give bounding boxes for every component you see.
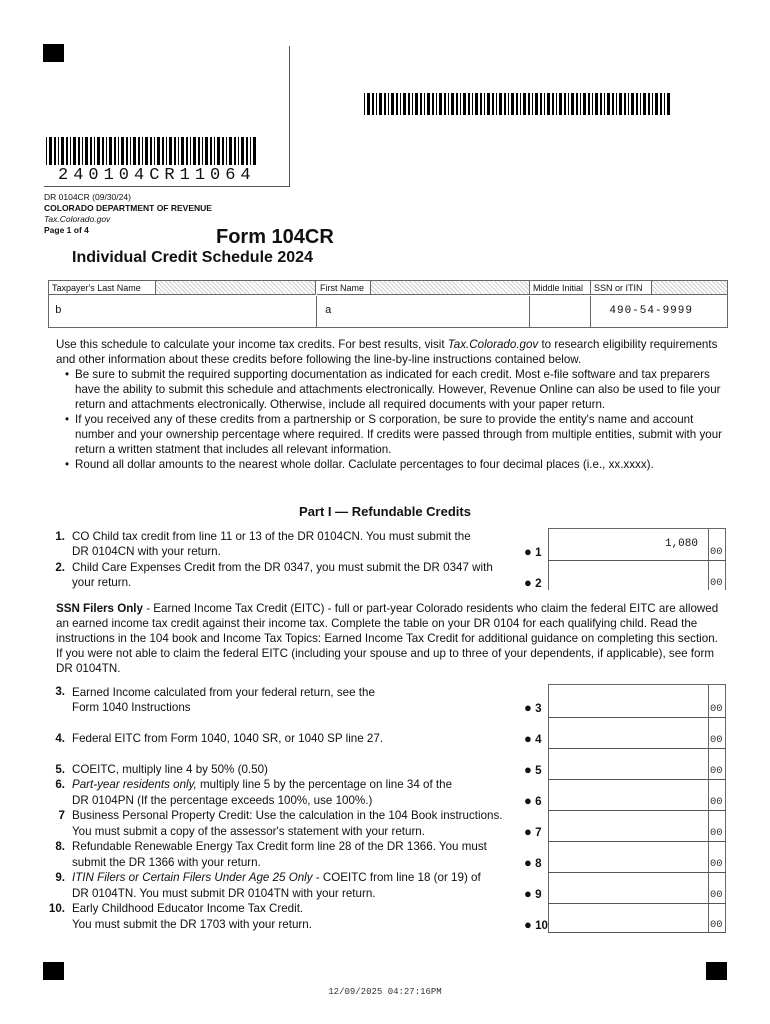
intro-bullet-text: Be sure to submit the required supporting documentation as indicated for each credit. Most e-file software and tax preparers have the ability to submit this schedule and attachments electronically. However, Revenue Online can also be used to file your return and attachments electronically. Otherwise, include all required documents with your paper return. (75, 368, 721, 411)
line-6-marker-number: 6 (535, 795, 542, 808)
line-5-marker-number: 5 (535, 764, 542, 777)
last-name-field[interactable]: b (49, 296, 317, 327)
line-5-number: 5. (55, 763, 65, 776)
line-7-marker-number: 7 (535, 826, 542, 839)
line-2-text-a: Child Care Expenses Credit from the DR 0347, you must submit the DR 0347 with (72, 561, 493, 574)
first-name-field[interactable]: a (317, 296, 530, 327)
line-1-marker (524, 544, 542, 560)
line-8-text-b: submit the DR 1366 with your return. (72, 856, 261, 869)
intro-section (56, 337, 724, 472)
print-timestamp: 12/09/2025 04:27:16PM (328, 987, 442, 997)
last-name-label: Taxpayer's Last Name (49, 281, 156, 295)
form-subtitle: Individual Credit Schedule 2024 (72, 249, 313, 266)
bullet-dot-icon: ● (524, 700, 532, 715)
line-8-marker (524, 855, 542, 871)
bullet-dot-icon: ● (524, 793, 532, 808)
line-3-marker (524, 700, 542, 716)
department-name: COLORADO DEPARTMENT OF REVENUE (44, 203, 212, 213)
line-7-marker (524, 824, 542, 840)
row-divider (548, 810, 726, 811)
line-7-text-b: You must submit a copy of the assessor's statement with your return. (72, 825, 425, 838)
line-8-number: 8. (55, 840, 65, 853)
line-10-cents: 00 (710, 919, 723, 931)
first-name-label: First Name (317, 281, 371, 295)
intro-text-after: to research eligibility requirements and other information about these credits before following the line-by-line instructions contained below. (56, 338, 718, 366)
bullet-dot-icon: ● (524, 917, 532, 932)
intro-bullet-text: Round all dollar amounts to the nearest whole dollar. Caclulate percentages to four decimal places (i.e., xx.xxxx). (75, 458, 654, 471)
line-5-cents: 00 (710, 765, 723, 777)
line-1-text-a: CO Child tax credit from line 11 or 13 of the DR 0104CN. You must submit the (72, 530, 471, 543)
line-3-marker-number: 3 (535, 702, 542, 715)
bullet-dot-icon: ● (524, 886, 532, 901)
line-2-number: 2. (55, 561, 65, 574)
line-3-number: 3. (55, 685, 65, 698)
intro-bullets (56, 367, 724, 472)
registration-mark-top-left (43, 44, 64, 62)
line-6-text-a (72, 777, 452, 792)
line-8-cents: 00 (710, 858, 723, 870)
bullet-dot-icon: • (65, 368, 70, 381)
bullet-dot-icon: ● (524, 575, 532, 590)
barcode-top-right (364, 93, 672, 115)
intro-bullet-text: If you received any of these credits from a partnership or S corporation, be sure to provide the entity's name and account number and your ownership percentage where required. If credits were passed through from multiple entities, submit with your return a written statment that includes all relevant information. (75, 413, 722, 456)
line-1-amount: 1,080 (664, 538, 698, 550)
ssn-field[interactable]: 490-54-9999 (609, 305, 693, 317)
intro-text-before: Use this schedule to calculate your income tax credits. For best results, visit (56, 338, 448, 351)
line-9-marker (524, 886, 542, 902)
line-7-cents: 00 (710, 827, 723, 839)
eitc-description (56, 601, 724, 676)
row-divider (548, 717, 726, 718)
row-divider (548, 872, 726, 873)
form-title: Form 104CR (216, 226, 334, 248)
line-1-text-b: DR 0104CN with your return. (72, 545, 221, 558)
line-2-marker (524, 575, 542, 591)
line-5-marker (524, 762, 542, 778)
line-8-text-a: Refundable Renewable Energy Tax Credit form line 28 of the DR 1366. You must (72, 840, 487, 853)
line-4-marker-number: 4 (535, 733, 542, 746)
line-6-number: 6. (55, 778, 65, 791)
form-metadata (44, 192, 212, 236)
line-10-marker-number: 10 (535, 919, 548, 932)
ssn-label: SSN or ITIN (591, 281, 652, 295)
line-6-text-b: DR 0104PN (If the percentage exceeds 100%, use 100%.) (72, 794, 373, 807)
page-indicator: Page 1 of 4 (44, 225, 89, 235)
line-9-italic-text: ITIN Filers or Certain Filers Under Age 25 Only (72, 871, 313, 884)
eitc-text: - Earned Income Tax Credit (EITC) - full or part-year Colorado residents who claim the federal EITC are allowed an earned income tax credit against their income tax. Complete the table on your DR 0104 for each qualifying child. Read the instructions in the 104 book and Income Tax Topics: Earned Income Tax Credit for additional guidance on completing this section. If you were not able to claim the federal EITC (including your spouse and up to three of your dependents, if applicable), see form DR 0104TN. (56, 602, 719, 675)
line-10-text-a: Early Childhood Educator Income Tax Credit. (72, 902, 304, 915)
line-8-marker-number: 8 (535, 857, 542, 870)
line-1-marker-number: 1 (535, 546, 542, 559)
row-divider (548, 841, 726, 842)
intro-bullet (56, 367, 724, 412)
line-4-number: 4. (55, 732, 65, 745)
intro-bullet (56, 412, 724, 457)
barcode-number: 240104CR11064 (58, 166, 256, 185)
line-2-cents: 00 (710, 577, 723, 589)
line-10-number: 10. (48, 902, 65, 915)
department-website: Tax.Colorado.gov (44, 214, 111, 224)
taxpayer-info-table (48, 280, 728, 328)
eitc-heading: SSN Filers Only (56, 602, 143, 615)
line-5-text-a: COEITC, multiply line 4 by 50% (0.50) (72, 763, 268, 776)
line-4-text-a: Federal EITC from Form 1040, 1040 SR, or 1040 SP line 27. (72, 732, 384, 745)
line-10-text-b: You must submit the DR 1703 with your return. (72, 918, 312, 931)
line-4-cents: 00 (710, 734, 723, 746)
line-3-text-a: Earned Income calculated from your federal return, see the (72, 686, 375, 699)
line-3-cents: 00 (710, 703, 723, 715)
registration-mark-bottom-left (43, 962, 64, 980)
lines-3-10-amount-column (548, 684, 708, 933)
header-divider-vertical (289, 46, 290, 186)
bullet-dot-icon: ● (524, 824, 532, 839)
line-4-marker (524, 731, 542, 747)
middle-initial-field[interactable] (530, 296, 591, 327)
line-7-number: 7 (58, 809, 65, 822)
line-2-text-b: your return. (72, 576, 132, 589)
line-9-number: 9. (55, 871, 65, 884)
bullet-dot-icon: ● (524, 544, 532, 559)
registration-mark-bottom-right (706, 962, 727, 980)
line-9-marker-number: 9 (535, 888, 542, 901)
bullet-dot-icon: ● (524, 731, 532, 746)
row-divider (548, 748, 726, 749)
last-name-hatch (156, 281, 316, 295)
form-id: DR 0104CR (09/30/24) (44, 192, 131, 202)
bullet-dot-icon: • (65, 458, 70, 471)
line-10-marker (524, 917, 548, 933)
line-7-text-a: Business Personal Property Credit: Use the calculation in the 104 Book instructions. (72, 809, 503, 822)
line-2-marker-number: 2 (535, 577, 542, 590)
line-6-text: multiply line 5 by the percentage on line 34 of the (196, 778, 453, 791)
line-9-text-a (72, 870, 481, 885)
bullet-dot-icon: ● (524, 855, 532, 870)
line-3-text-b: Form 1040 Instructions (72, 701, 191, 714)
line-9-text: - COEITC from line 18 (or 19) of (312, 871, 481, 884)
line-6-cents: 00 (710, 796, 723, 808)
row-divider (548, 903, 726, 904)
line-6-marker (524, 793, 542, 809)
bullet-dot-icon: ● (524, 762, 532, 777)
row-divider (548, 932, 726, 933)
barcode-left (46, 137, 258, 165)
first-name-hatch (371, 281, 530, 295)
line-1-2-divider (548, 560, 726, 561)
bullet-dot-icon: • (65, 413, 70, 426)
line-6-italic-text: Part-year residents only, (72, 778, 197, 791)
intro-bullet (56, 457, 724, 472)
ssn-hatch (652, 281, 727, 295)
row-divider (548, 779, 726, 780)
middle-initial-label: Middle Initial (530, 281, 591, 295)
part-1-title: Part I — Refundable Credits (299, 504, 471, 519)
line-1-cents: 00 (710, 546, 723, 558)
line-1-number: 1. (55, 530, 65, 543)
intro-website-link[interactable]: Tax.Colorado.gov (447, 338, 539, 351)
line-9-text-b: DR 0104TN. You must submit DR 0104TN with your return. (72, 887, 376, 900)
intro-paragraph (56, 337, 724, 367)
header-divider-horizontal (44, 186, 290, 187)
line-9-cents: 00 (710, 889, 723, 901)
